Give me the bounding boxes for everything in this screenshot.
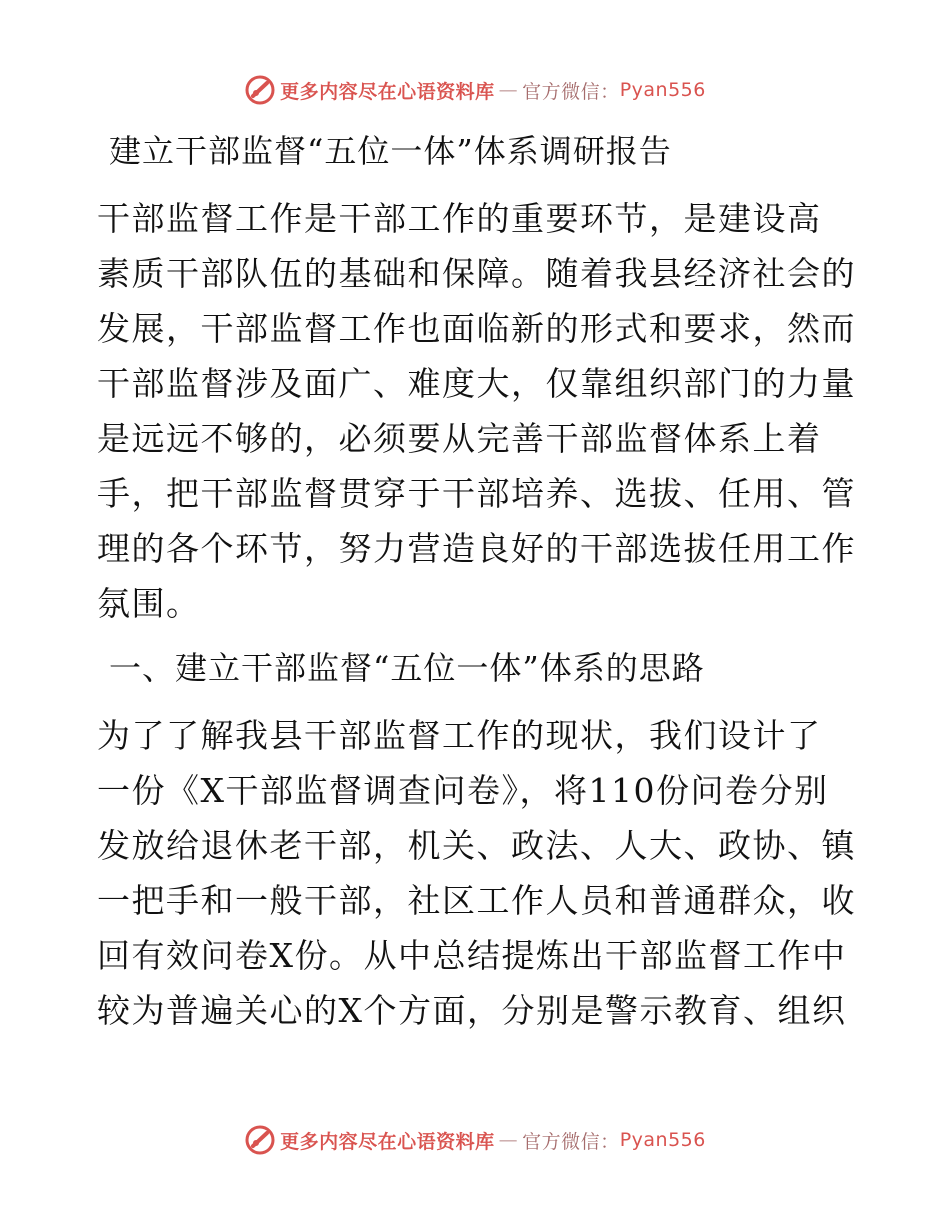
paragraph-line: 为了了解我县干部监督工作的现状，我们设计了 [97,716,822,755]
brand-logo-icon [244,74,276,106]
document-body [97,124,857,1038]
paragraph-line: 发放给退休老干部，机关、政法、人大、政协、镇 [97,826,856,865]
banner-brand-text: 更多内容尽在心语资料库 [280,80,495,103]
paragraph-line: 干部监督涉及面广、难度大，仅靠组织部门的力量 [97,364,856,403]
paragraph-line: 手，把干部监督贯穿于干部培养、选拔、任用、管 [97,474,856,513]
paragraph-survey [97,708,857,1038]
paragraph-line: 素质干部队伍的基础和保障。随着我县经济社会的 [97,254,856,293]
brand-logo-icon [244,1124,276,1156]
banner-brand-text: 更多内容尽在心语资料库 [280,1130,495,1153]
paragraph-line: 理的各个环节，努力营造良好的干部选拔任用工作 [97,529,856,568]
paragraph-line: 氛围。 [97,584,201,623]
paragraph-line: 较为普遍关心的X个方面，分别是警示教育、组织 [97,991,847,1030]
banner-wechat-id: Pyan556 [619,1129,706,1151]
paragraph-line: 一份《X干部监督调查问卷》，将110份问卷分别 [97,771,829,810]
paragraph-line: 是远远不够的，必须要从完善干部监督体系上着 [97,419,822,458]
paragraph-intro [97,191,857,631]
paragraph-line: 一把手和一般干部，社区工作人员和普通群众，收 [97,881,856,920]
banner-wechat-label: 官方微信： [522,1130,620,1153]
banner-dash: — [498,79,519,101]
document-title: 建立干部监督“五位一体”体系调研报告 [109,132,672,170]
banner-wechat-id: Pyan556 [619,79,706,101]
banner-dash: — [498,1129,519,1151]
paragraph-line: 回有效问卷X份。从中总结提炼出干部监督工作中 [97,936,847,975]
paragraph-line: 干部监督工作是干部工作的重要环节，是建设高 [97,199,822,238]
paragraph-line: 发展，干部监督工作也面临新的形式和要求，然而 [97,309,856,348]
banner-wechat-label: 官方微信： [522,80,620,103]
footer-watermark-banner [0,1120,950,1160]
section-heading: 一、建立干部监督“五位一体”体系的思路 [109,649,705,687]
header-watermark-banner [0,70,950,110]
